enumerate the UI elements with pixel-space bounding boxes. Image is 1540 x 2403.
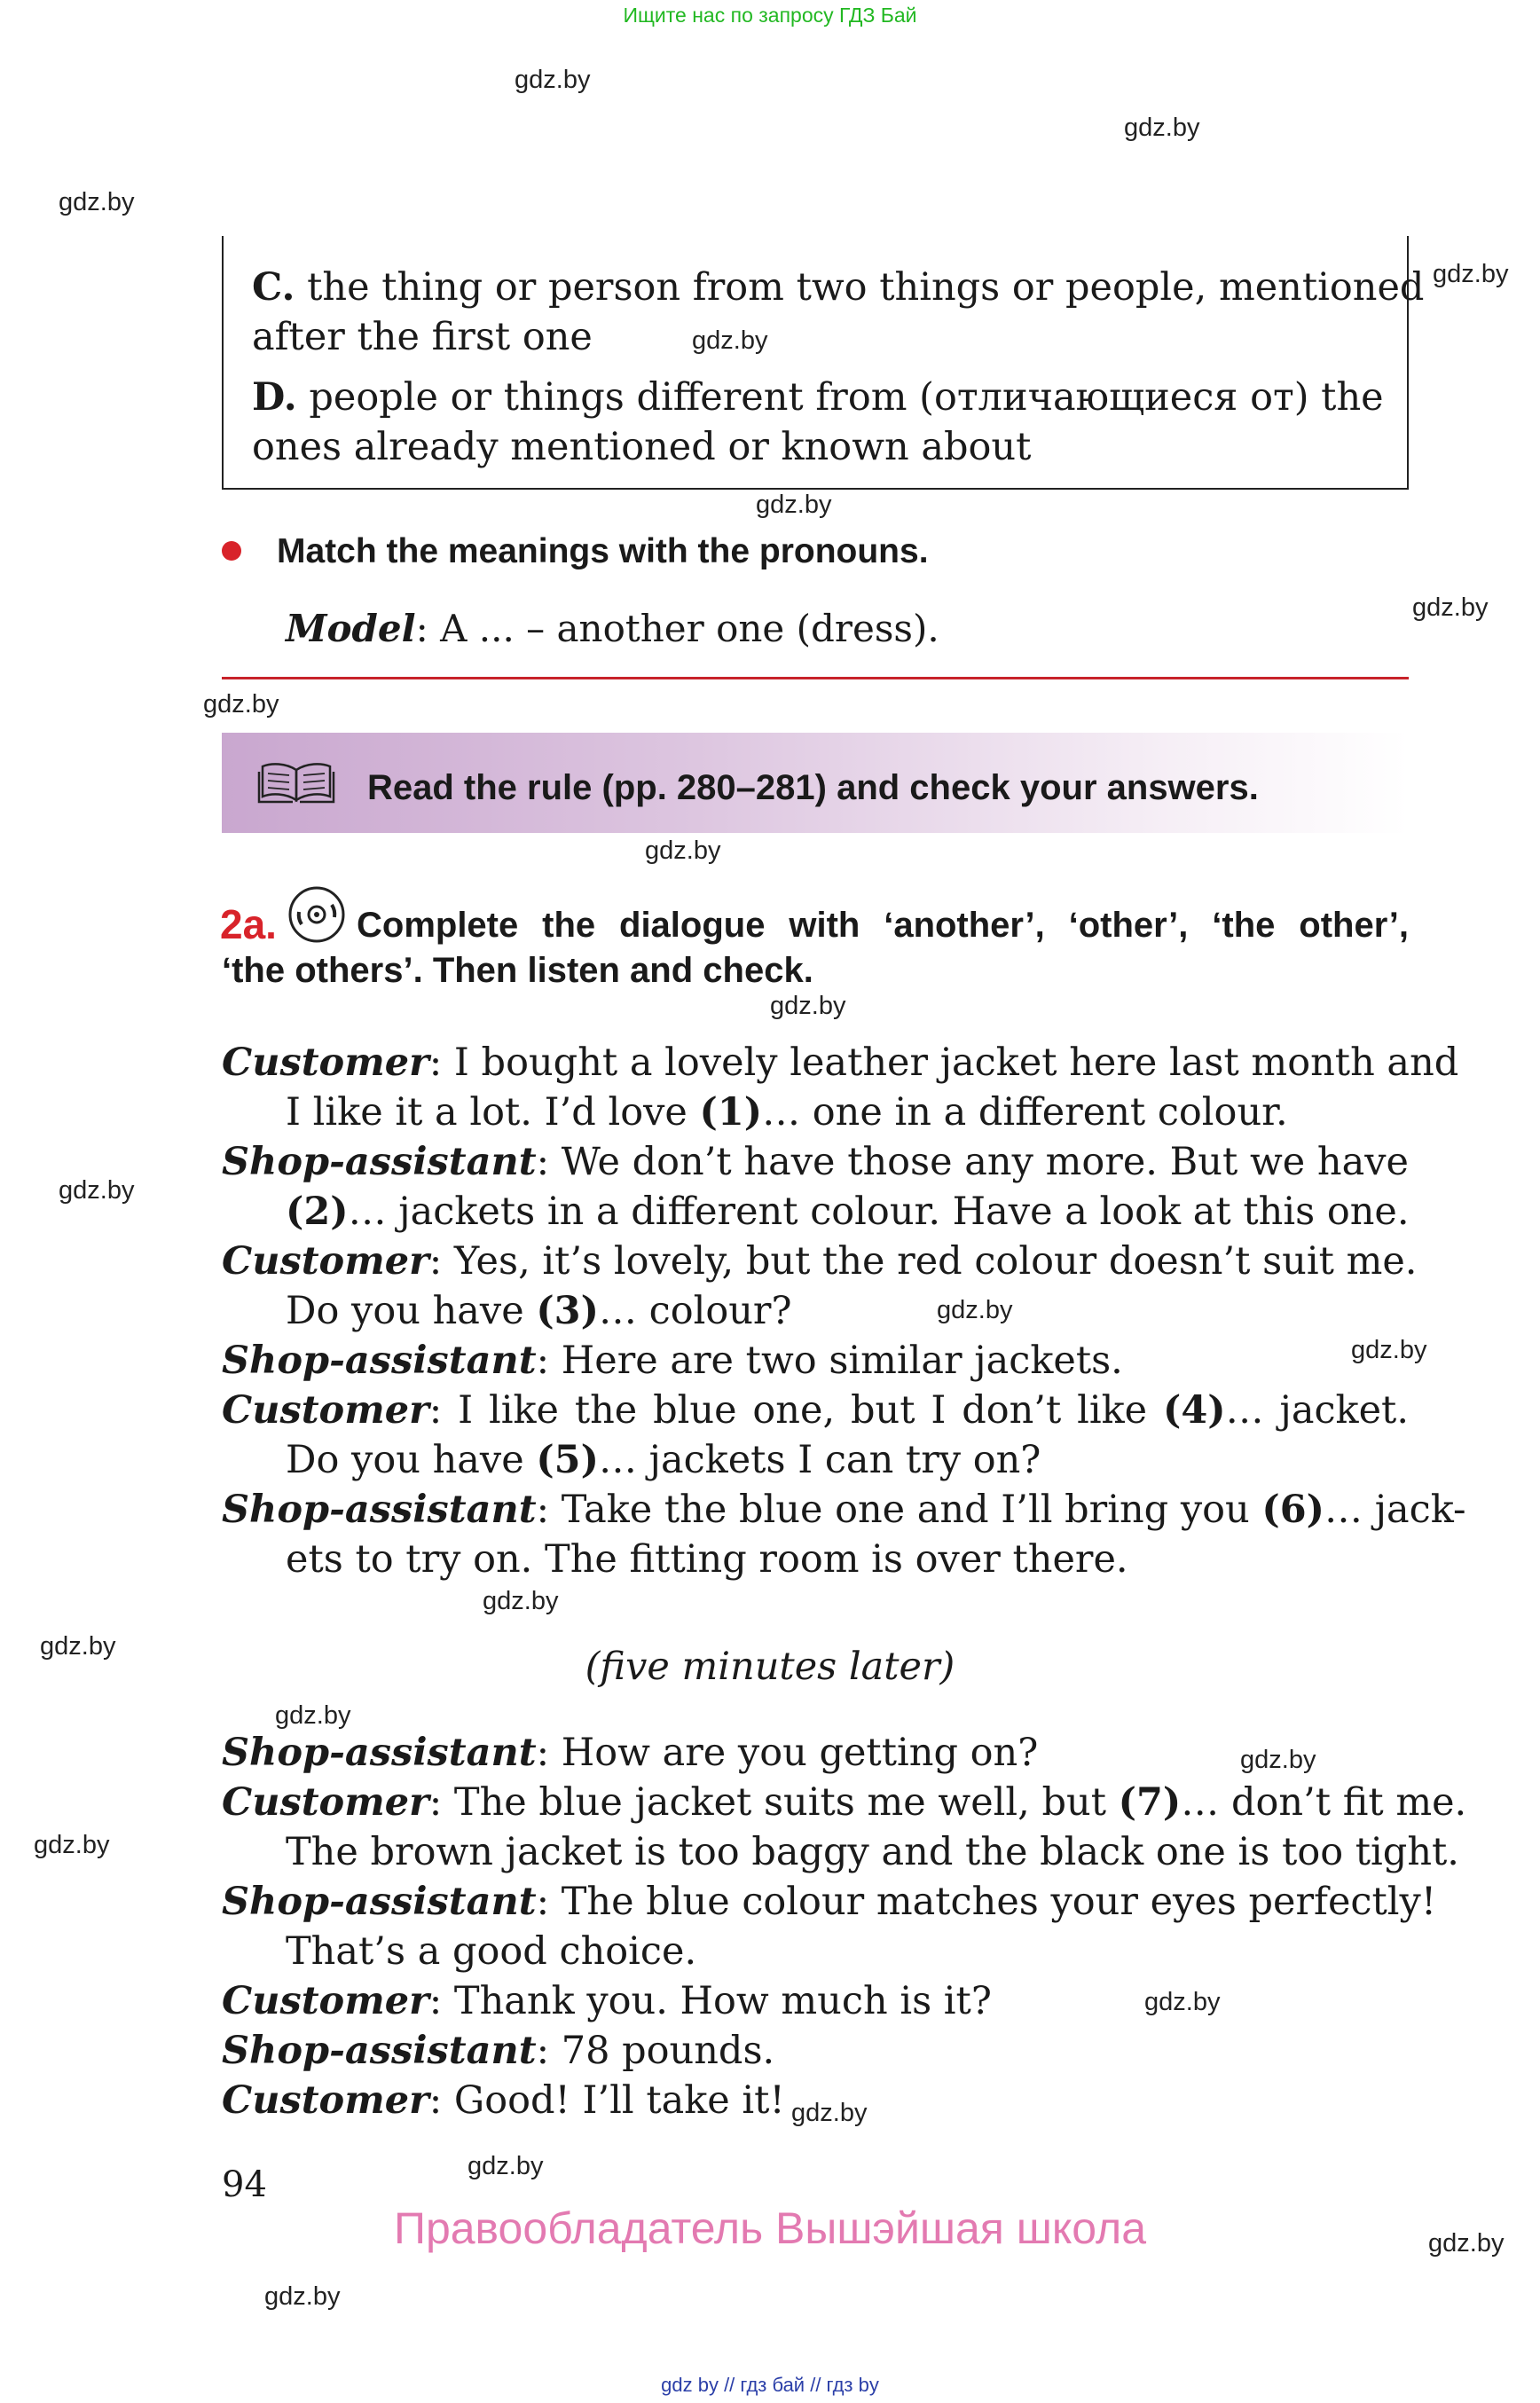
exercise-instruction-line2: ‘the others’. Then listen and check. <box>222 951 813 990</box>
watermark: gdz.by <box>1412 593 1489 622</box>
dialogue-line: Customer: The blue jacket suits me well, but (7)… don’t fit me. <box>222 1780 1467 1825</box>
watermark: gdz.by <box>264 2282 341 2311</box>
rule-instruction: Read the rule (pp. 280–281) and check your answers. <box>367 768 1259 807</box>
top-banner: Ищите нас по запросу ГДЗ Бай <box>623 4 917 27</box>
dialogue-line: That’s a good choice. <box>286 1929 697 1974</box>
copyright-holder: Правообладатель Вышэйшая школа <box>394 2203 1146 2253</box>
dialogue-line: Shop-assistant: We don’t have those any more. But we have <box>222 1140 1409 1184</box>
watermark: gdz.by <box>59 1176 135 1205</box>
watermark: gdz.by <box>791 2099 868 2127</box>
dialogue-line: Customer: Thank you. How much is it? <box>222 1979 992 2023</box>
task-instruction: Match the meanings with the pronouns. <box>277 532 929 570</box>
watermark: gdz.by <box>1428 2229 1505 2258</box>
exercise-number: 2a. <box>220 901 277 947</box>
watermark: gdz.by <box>756 491 832 519</box>
watermark: gdz.by <box>1240 1746 1316 1774</box>
watermark: gdz.by <box>692 326 768 355</box>
dialogue-line: Shop-assistant: How are you getting on? <box>222 1731 1039 1775</box>
watermark: gdz.by <box>1433 260 1509 288</box>
dialogue-line: ets to try on. The fitting room is over there. <box>286 1537 1128 1582</box>
watermark: gdz.by <box>937 1296 1013 1324</box>
watermark: gdz.by <box>1351 1336 1427 1364</box>
dialogue-line: Customer: I bought a lovely leather jacket here last month and <box>222 1041 1459 1085</box>
dialogue-line: Shop-assistant: Take the blue one and I’ll bring you (6)… jack- <box>222 1488 1466 1532</box>
watermark: gdz.by <box>40 1632 116 1661</box>
page-number: 94 <box>222 2164 267 2205</box>
definition-d-line1: D. people or things different from (отличающиеся от) the <box>252 375 1384 420</box>
dialogue-line: Customer: I like the blue one, but I don’t like (4)… jacket. <box>222 1388 1409 1433</box>
bullet-dot <box>222 541 241 561</box>
dialogue-line: Shop-assistant: 78 pounds. <box>222 2029 775 2073</box>
definition-c-line2: after the first one <box>252 315 593 359</box>
watermark: gdz.by <box>645 836 721 865</box>
watermark: gdz.by <box>515 66 591 94</box>
exercise-instruction-line1: Complete the dialogue with ‘another’, ‘other’, ‘the other’, <box>357 906 1409 945</box>
watermark: gdz.by <box>203 690 279 719</box>
definition-d-line2: ones already mentioned or known about <box>252 425 1032 469</box>
model-example: Model: A ... – another one (dress). <box>286 607 939 650</box>
watermark: gdz.by <box>1144 1988 1221 2016</box>
watermark: gdz.by <box>34 1831 110 1859</box>
watermark: gdz.by <box>1124 114 1200 142</box>
dialogue-line: I like it a lot. I’d love (1)… one in a different colour. <box>286 1090 1288 1135</box>
open-book-icon <box>257 761 335 805</box>
definition-c-line1: C. the thing or person from two things or people, mentioned <box>252 265 1425 310</box>
scene-direction: (five minutes later) <box>585 1645 955 1689</box>
dialogue-line: Shop-assistant: Here are two similar jackets. <box>222 1339 1123 1383</box>
dialogue-line: Do you have (3)… colour? <box>286 1289 792 1333</box>
divider <box>222 677 1409 679</box>
watermark: gdz.by <box>483 1587 559 1615</box>
dialogue-line: Shop-assistant: The blue colour matches your eyes perfectly! <box>222 1880 1437 1924</box>
watermark: gdz.by <box>770 992 846 1020</box>
dialogue-line: Customer: Good! I’ll take it! <box>222 2078 785 2123</box>
dialogue-line: Do you have (5)… jackets I can try on? <box>286 1438 1041 1482</box>
dialogue-line: The brown jacket is too baggy and the black one is too tight. <box>286 1830 1459 1874</box>
footer-links[interactable]: gdz by // гдз бай // гдз by <box>661 2374 879 2396</box>
watermark: gdz.by <box>59 188 135 216</box>
dialogue-line: Customer: Yes, it’s lovely, but the red colour doesn’t suit me. <box>222 1239 1418 1284</box>
watermark: gdz.by <box>275 1701 351 1730</box>
dialogue-line: (2)… jackets in a different colour. Have a look at this one. <box>286 1190 1410 1234</box>
audio-cd-icon <box>287 885 346 944</box>
watermark: gdz.by <box>468 2152 544 2180</box>
